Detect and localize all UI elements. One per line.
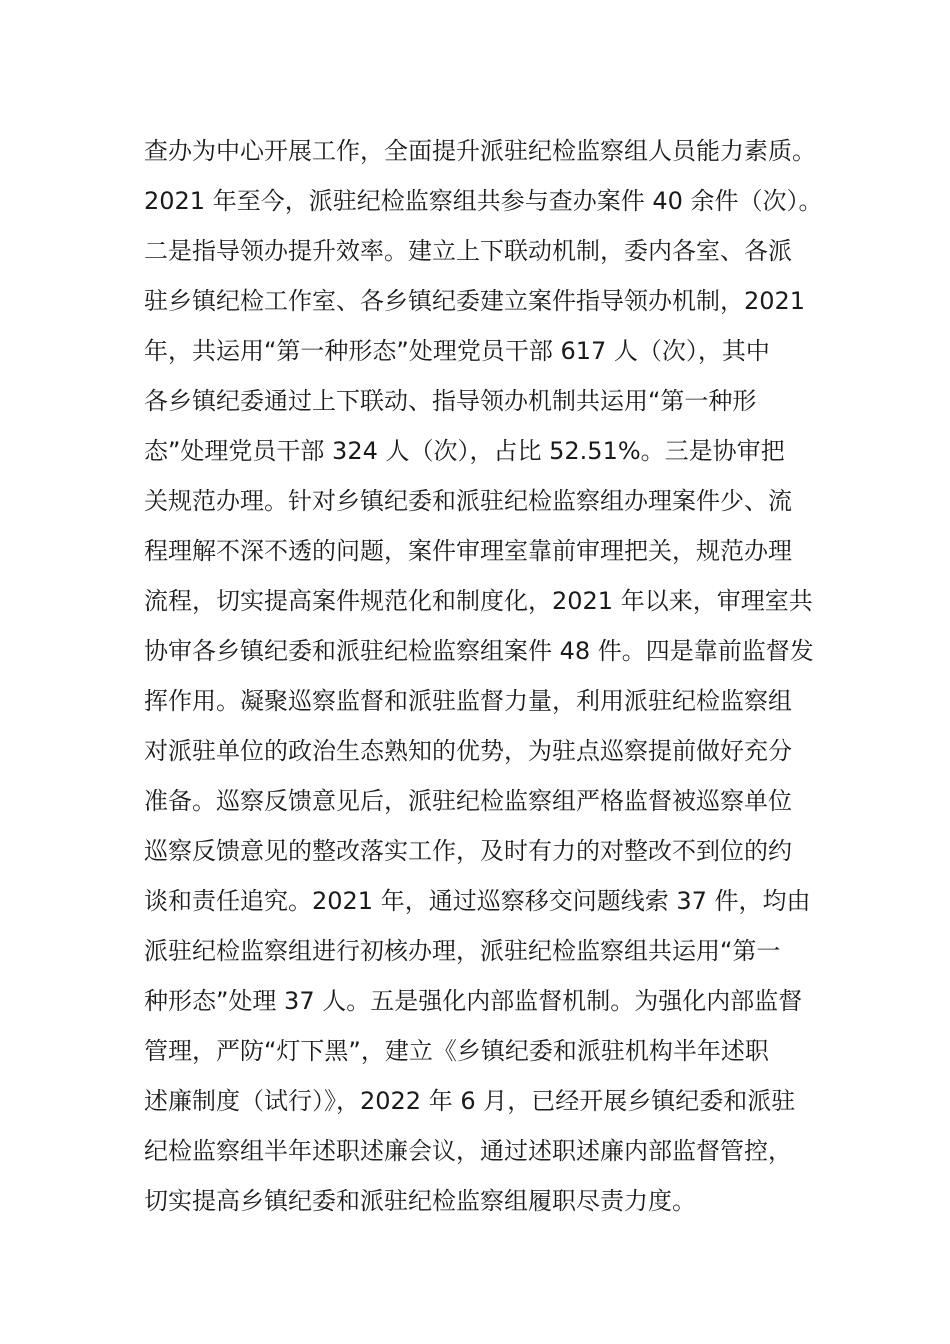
paragraph-line: 种形态”处理 37 人。五是强化内部监督机制。为强化内部监督	[144, 987, 803, 1015]
paragraph-line: 挥作用。凝聚巡察监督和派驻监督力量，利用派驻纪检监察组	[144, 687, 792, 715]
paragraph-line: 切实提高乡镇纪委和派驻纪检监察组履职尽责力度。	[144, 1187, 696, 1215]
paragraph-line: 二是指导领办提升效率。建立上下联动机制，委内各室、各派	[144, 237, 792, 265]
paragraph-line: 关规范办理。针对乡镇纪委和派驻纪检监察组办理案件少、流	[144, 487, 792, 515]
paragraph-line: 派驻纪检监察组进行初核办理，派驻纪检监察组共运用“第一	[144, 937, 781, 965]
paragraph-line: 谈和责任追究。2021 年，通过巡察移交问题线索 37 件，均由	[144, 887, 811, 915]
paragraph-line: 2021 年至今，派驻纪检监察组共参与查办案件 40 余件（次）。	[144, 187, 823, 215]
paragraph-line: 对派驻单位的政治生态熟知的优势，为驻点巡察提前做好充分	[144, 737, 792, 765]
document-body	[144, 126, 824, 1226]
paragraph-line: 协审各乡镇纪委和派驻纪检监察组案件 48 件。四是靠前监督发	[144, 637, 814, 665]
paragraph-line: 纪检监察组半年述职述廉会议，通过述职述廉内部监督管控，	[144, 1137, 792, 1165]
paragraph-line: 驻乡镇纪检工作室、各乡镇纪委建立案件指导领办机制，2021	[144, 287, 806, 315]
paragraph-line: 准备。巡察反馈意见后，派驻纪检监察组严格监督被巡察单位	[144, 787, 792, 815]
paragraph-line: 年，共运用“第一种形态”处理党员干部 617 人（次），其中	[144, 337, 770, 365]
paragraph-line: 巡察反馈意见的整改落实工作，及时有力的对整改不到位的约	[144, 837, 792, 865]
paragraph-line: 述廉制度（试行）》，2022 年 6 月，已经开展乡镇纪委和派驻	[144, 1087, 796, 1115]
paragraph-line: 流程，切实提高案件规范化和制度化，2021 年以来，审理室共	[144, 587, 813, 615]
paragraph-line: 各乡镇纪委通过上下联动、指导领办机制共运用“第一种形	[144, 387, 757, 415]
paragraph-line: 管理，严防“灯下黑”，建立《乡镇纪委和派驻机构半年述职	[144, 1037, 769, 1065]
paragraph-line: 态”处理党员干部 324 人（次），占比 52.51%。三是协审把	[144, 437, 785, 465]
paragraph-line: 查办为中心开展工作，全面提升派驻纪检监察组人员能力素质。	[144, 137, 816, 165]
paragraph-line: 程理解不深不透的问题，案件审理室靠前审理把关，规范办理	[144, 537, 792, 565]
